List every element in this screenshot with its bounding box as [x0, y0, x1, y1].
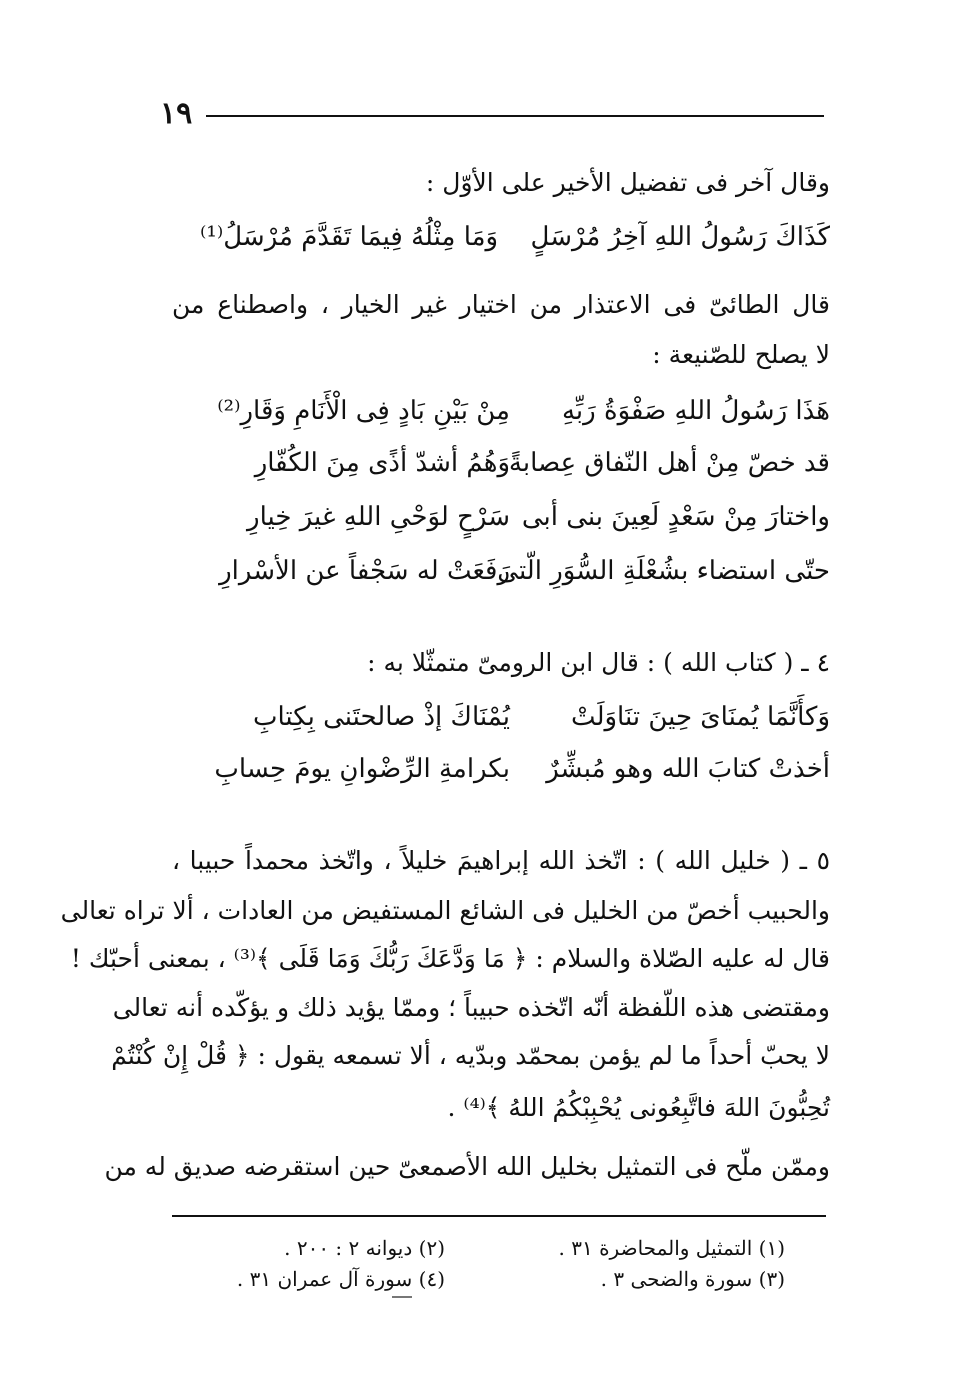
verse-hemistich-second: وَمَا مِثْلُهُ فِيمَا تَقَدَّمَ مُرْسَلُ⁽¹⁾: [200, 222, 499, 252]
text-line-intro: وقال آخر فى تفضيل الأخير على الأوّل :: [425, 168, 830, 197]
footnote-rule: [172, 1215, 826, 1217]
verse-hemistich-second: رَفَعَتْ له سَجْفاً عن الأسْرارِ: [219, 556, 510, 586]
verse-hemistich-second: وَهُمُ أشدّ أذًى مِنَ الكُفّارِ: [254, 448, 510, 478]
verse-hemistich-second: مِنْ بَيْنِ بَادٍ فِى الْأَنَامِ وَقَارِ⁽²⁾: [217, 396, 510, 426]
verse-hemistich-first: واختارَ مِنْ سَعْدٍ لَعِينَ بنى أبى: [521, 502, 830, 532]
footnote: (١) التمثيل والمحاضرة ٣١ .: [558, 1236, 785, 1260]
verse-hemistich-first: هَذَا رَسُولُ اللهِ صَفْوَةُ رَبِّهِ: [561, 396, 830, 426]
text-line: ومقتضى هذه اللّفظة أنّه اتّخذه حبيباً ؛ وممّا يؤيد ذلك و يؤكّده أنه تعالى: [112, 993, 830, 1022]
verse-hemistich-second: يُمْنَاكَ إذْ صالحتَنى بِكِتابِ: [253, 702, 510, 732]
verse-hemistich-first: كَذَاكَ رَسُولُ اللهِ آخِرُ مُرْسَلٍ: [530, 222, 830, 252]
text-line: وممّن ملّح فى التمثيل بخليل الله الأصمعىّ حين استقرضه صديق له من: [104, 1152, 830, 1181]
footnote: (٢) ديوانه ٢ : ٢٠٠ .: [284, 1236, 445, 1260]
footnote: (٣) سورة والضحى ٣ .: [600, 1267, 785, 1291]
text-line: قال له عليه الصّلاة والسلام : ﴿ مَا وَدَّعَكَ رَبُّكَ وَمَا قَلَى ﴾⁽³⁾ ، بمعنى أحبّك !: [70, 944, 830, 973]
section-heading: ٥ ـ ( خليل الله ) : اتّخذ الله إبراهيمَ خليلاً ، واتّخذ محمداً حبيبا ،: [172, 846, 830, 875]
verse-hemistich-first: أخذتْ كتابَ الله وهو مُبشِّرٌ: [546, 754, 830, 784]
verse-hemistich-first: قد خصّ مِنْ أهل النّفاق عِصابةً: [508, 448, 830, 478]
footnote: (٤) سورة آل عمران ٣١ .: [236, 1267, 445, 1291]
text-line: لا يحبّ أحداً ما لم يؤمن بمحمّد وبدّيه ، ألا تسمعه يقول : ﴿ قُلْ إِنْ كُنْتُمْ: [111, 1041, 830, 1070]
text-line: والحبيب أخصّ من الخليل فى الشائع المستفيض من العادات ، ألا تراه تعالى: [60, 896, 830, 925]
print-speck: [392, 1296, 412, 1298]
verse-hemistich-first: حتّى استضاء بشُعْلَةِ السُّوَرِ الّتى: [497, 556, 830, 586]
page-number: ١٩: [160, 96, 193, 131]
verse-hemistich-first: وَكأَنَّمَا يُمنَاىَ حِينَ تنَاوَلَتْ: [571, 702, 830, 732]
section-heading: ٤ ـ ( كتاب الله ) : قال ابن الرومىّ متمثّلا به :: [367, 648, 830, 677]
verse-hemistich-second: بكرامةِ الرِّضْوانِ يومَ حِسابِ: [214, 754, 510, 784]
header-rule: [206, 115, 824, 117]
verse-hemistich-second: سَرْحٍ لوَحْىِ اللهِ غيرَ خِيارِ: [247, 502, 510, 532]
text-line: قال الطائىّ فى الاعتذار من اختيار غير الخيار ، واصطناع من: [172, 290, 830, 319]
text-line: لا يصلح للصّنيعة :: [652, 340, 830, 369]
text-line: تُحِبُّونَ اللهَ فاتَّبِعُونى يُحْبِبْكُمُ اللهُ ﴾⁽⁴⁾ .: [447, 1093, 830, 1122]
verse-line: [200, 222, 830, 258]
